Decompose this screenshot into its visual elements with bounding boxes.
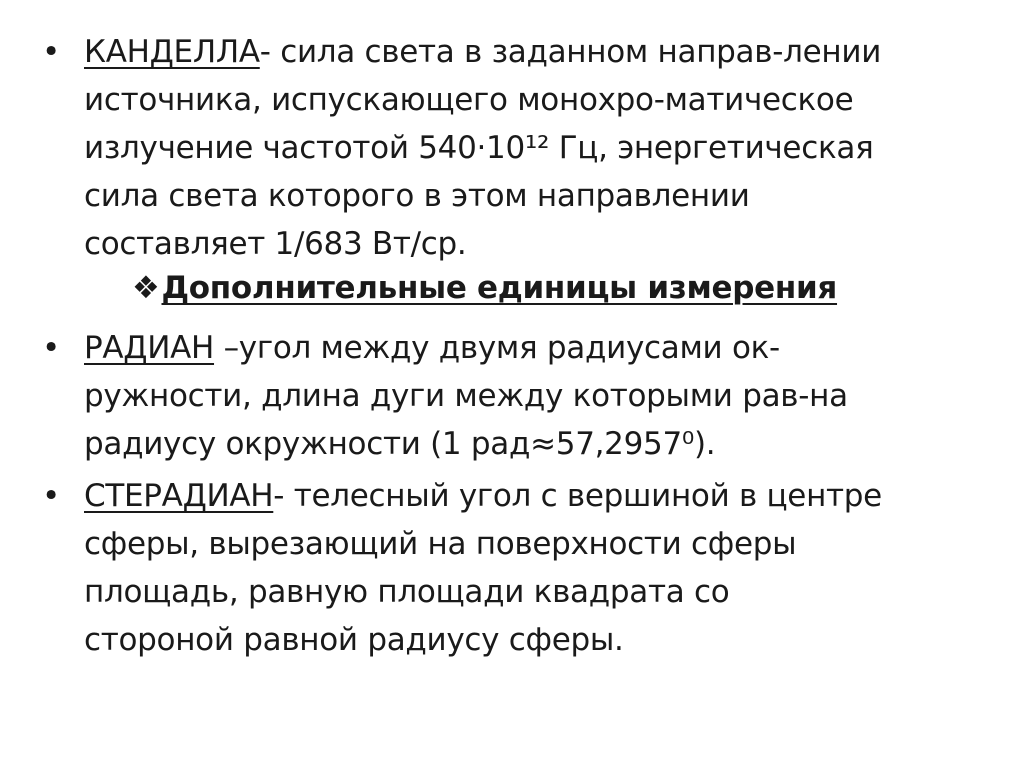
radian-line-2: ружности, длина дуги между которыми рав-на [84, 378, 848, 414]
candela-line-3: излучение частотой 540·10¹² Гц, энергетическая [84, 130, 874, 166]
candela-line-5: составляет 1/683 Вт/ср. [84, 226, 467, 262]
steradian-line-3: площадь, равную площади квадрата со [84, 574, 730, 610]
bullet-marker-steradian: • [42, 478, 61, 514]
radian-line-1 [84, 328, 780, 368]
candela-line-2: источника, испускающего монохро-матическое [84, 82, 854, 118]
candela-line-1-text: - сила света в заданном направ-лении [259, 34, 882, 70]
radian-line-1-text: –угол между двумя радиусами ок- [214, 330, 780, 366]
diamond-bullet-icon: ❖ [132, 270, 160, 306]
candela-line-4: сила света которого в этом направлении [84, 178, 750, 214]
candela-line-1 [84, 32, 881, 72]
steradian-line-1 [84, 476, 882, 516]
steradian-line-1-text: - телесный угол с вершиной в центре [273, 478, 882, 514]
radian-line-3: радиусу окружности (1 рад≈57,2957⁰). [84, 426, 716, 462]
section-heading-text: Дополнительные единицы измерения [161, 270, 838, 306]
bullet-marker-radian: • [42, 330, 61, 366]
steradian-term: СТЕРАДИАН [84, 478, 274, 514]
steradian-line-2: сферы, вырезающий на поверхности сферы [84, 526, 797, 562]
section-heading [132, 268, 837, 308]
bullet-marker-candela: • [42, 34, 61, 70]
candela-term: КАНДЕЛЛА [84, 34, 260, 70]
radian-term: РАДИАН [84, 330, 215, 366]
steradian-line-4: стороной равной радиусу сферы. [84, 622, 624, 658]
